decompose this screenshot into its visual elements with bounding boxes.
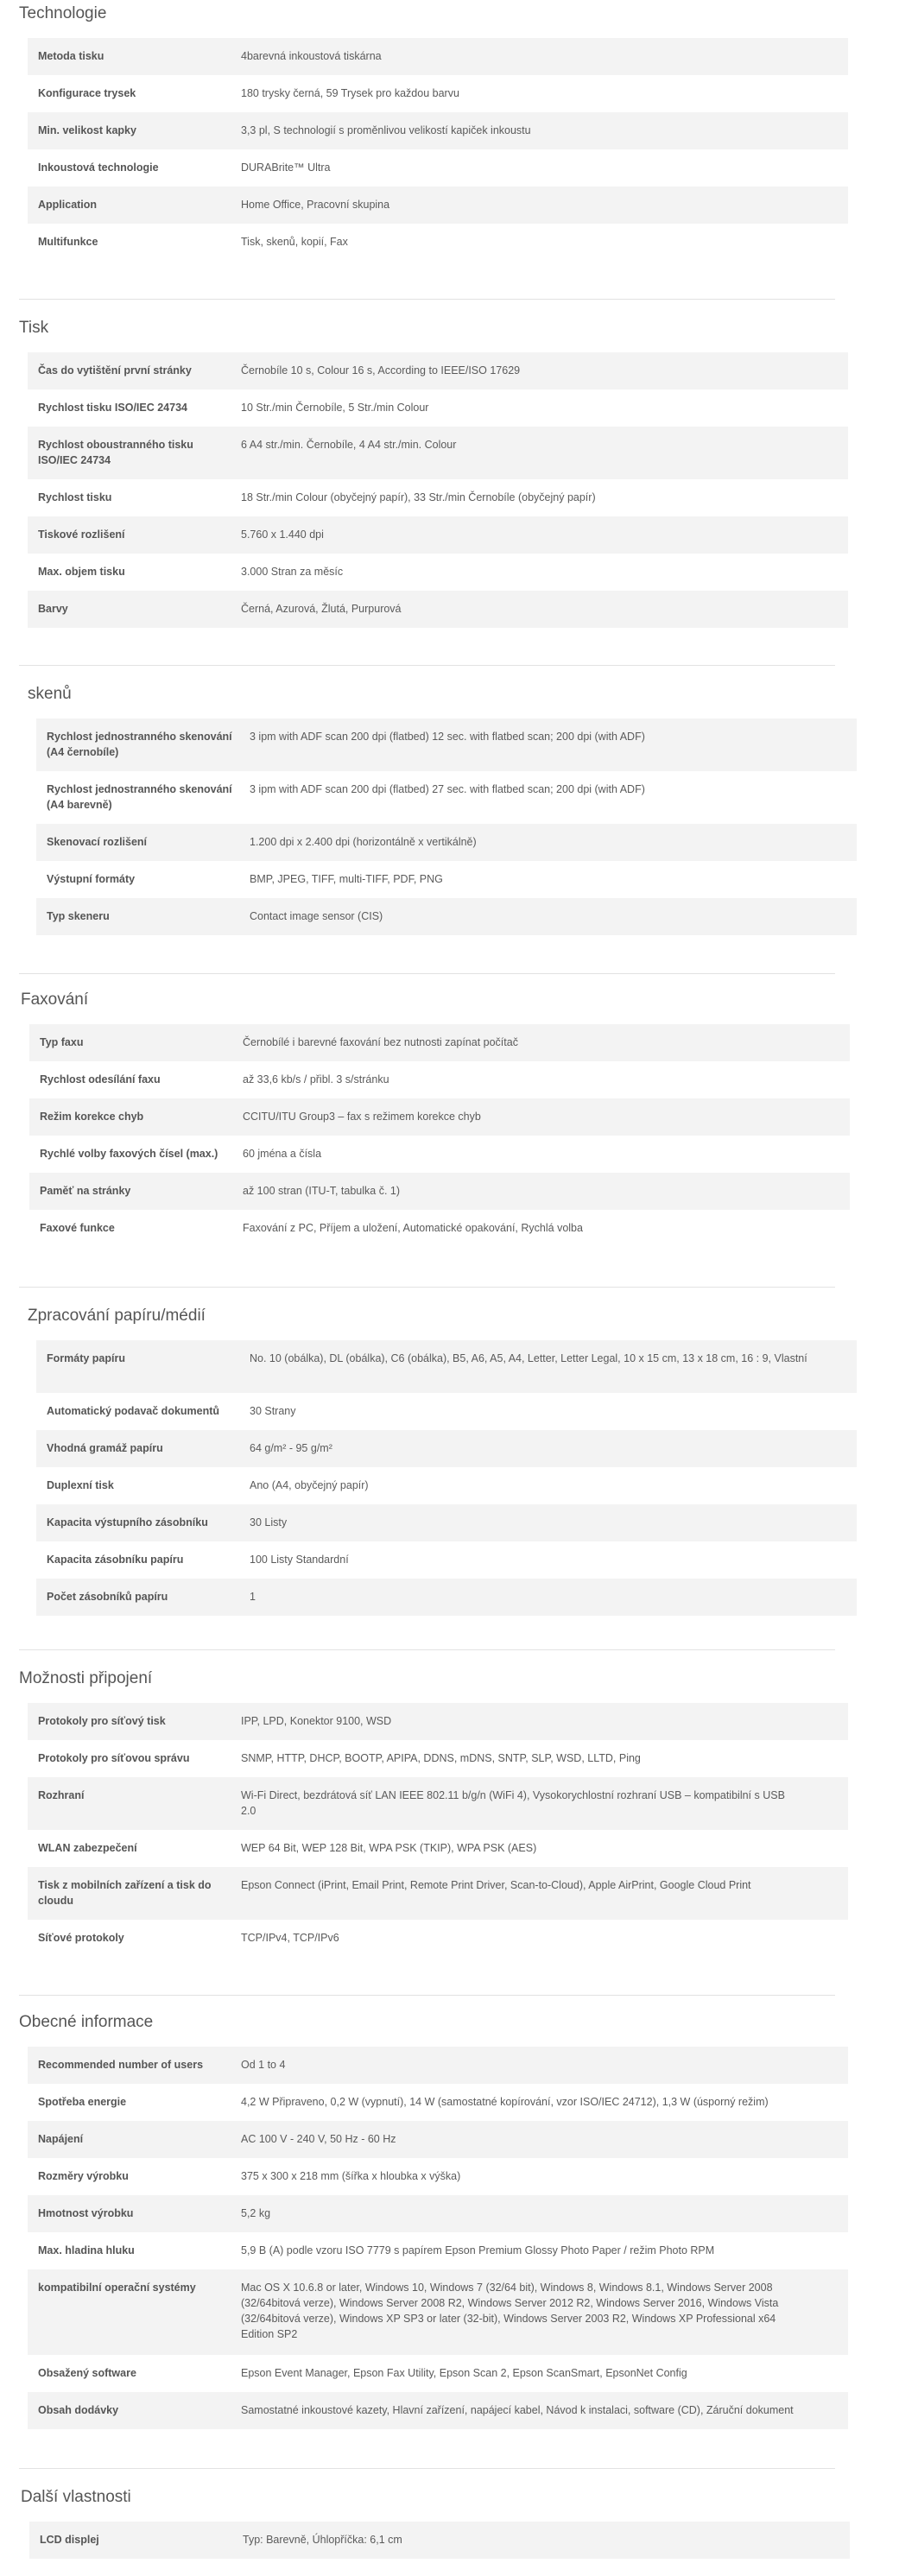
row-value: 64 g/m² - 95 g/m² [250, 1442, 332, 1454]
section-tisk [19, 314, 848, 628]
row-value: 10 Str./min Černobíle, 5 Str./min Colour [241, 402, 429, 414]
section-moznosti-pripojeni [19, 1665, 848, 1957]
row-value: Contact image sensor (CIS) [250, 910, 383, 922]
row-label: Recommended number of users [38, 2059, 204, 2071]
row-label: Paměť na stránky [40, 1185, 131, 1197]
table-row [36, 824, 857, 861]
section-title: Technologie [19, 4, 107, 22]
table-row [36, 1340, 857, 1393]
row-label: Max. hladina hluku [38, 2244, 135, 2256]
table-row [28, 2158, 848, 2195]
section-title: Zpracování papíru/médií [28, 1307, 206, 1325]
table-row [28, 2195, 848, 2232]
row-value: 3.000 Stran za měsíc [241, 566, 344, 578]
table-row [28, 2084, 848, 2121]
row-label: Duplexní tisk [47, 1479, 114, 1491]
section-divider [19, 2468, 835, 2469]
table-row [29, 1098, 850, 1136]
table-row [36, 771, 857, 824]
table-row [28, 479, 848, 516]
row-value: 180 trysky černá, 59 Trysek pro každou barvu [241, 87, 459, 99]
row-value: 3,3 pl, S technologií s proměnlivou velikostí kapiček inkoustu [241, 124, 531, 136]
row-label: Metoda tisku [38, 50, 104, 62]
section-dalsi-vlastnosti [21, 2484, 850, 2559]
row-label: Rozhraní [38, 1789, 85, 1801]
row-value: 100 Listy Standardní [250, 1554, 349, 1566]
row-label: Protokoly pro síťový tisk [38, 1715, 166, 1727]
table-row [28, 2047, 848, 2084]
row-label: Hmotnost výrobku [38, 2207, 134, 2219]
section-divider [19, 1287, 835, 1288]
row-label: Spotřeba energie [38, 2096, 127, 2108]
section-title: Další vlastnosti [21, 2488, 131, 2506]
spec-table [29, 1024, 850, 1247]
table-row [28, 1920, 848, 1957]
row-value: BMP, JPEG, TIFF, multi-TIFF, PDF, PNG [250, 873, 443, 885]
row-value: Tisk, skenů, kopií, Fax [241, 236, 348, 248]
row-value: Od 1 to 4 [241, 2059, 286, 2071]
row-label: Kapacita výstupního zásobníku [47, 1516, 208, 1529]
row-value: 5.760 x 1.440 dpi [241, 528, 324, 541]
row-value: Ano (A4, obyčejný papír) [250, 1479, 369, 1491]
table-row [28, 516, 848, 554]
table-row [29, 1024, 850, 1061]
row-label: Počet zásobníků papíru [47, 1591, 168, 1603]
row-value: až 33,6 kb/s / přibl. 3 s/stránku [243, 1073, 389, 1085]
section-title: Obecné informace [19, 2013, 154, 2031]
section-divider [19, 973, 835, 974]
row-label: Rychlost jednostranného skenování (A4 barevně) [47, 783, 232, 811]
section-skeny [28, 680, 857, 935]
row-label: Rychlost odesílání faxu [40, 1073, 161, 1085]
row-label: Čas do vytištění první stránky [38, 364, 192, 377]
row-value: 30 Strany [250, 1405, 296, 1417]
table-row [28, 1867, 848, 1920]
table-row [28, 389, 848, 427]
section-divider [19, 1995, 835, 1996]
row-value: 30 Listy [250, 1516, 288, 1529]
row-value: Samostatné inkoustové kazety, Hlavní zařízení, napájecí kabel, Návod k instalaci, software (CD), Záruční dokument [241, 2404, 794, 2416]
row-label: Tisk z mobilních zařízení a tisk do cloudu [38, 1879, 212, 1907]
row-label: Tiskové rozlišení [38, 528, 125, 541]
row-value: Epson Event Manager, Epson Fax Utility, Epson Scan 2, Epson ScanSmart, EpsonNet Config [241, 2367, 687, 2379]
section-title: Tisk [19, 319, 49, 337]
section-obecne-informace [19, 2009, 848, 2429]
row-value: WEP 64 Bit, WEP 128 Bit, WPA PSK (TKIP), WPA PSK (AES) [241, 1842, 537, 1854]
table-row [36, 898, 857, 935]
row-value: AC 100 V - 240 V, 50 Hz - 60 Hz [241, 2133, 396, 2145]
row-label: Typ faxu [40, 1036, 84, 1048]
row-value: 6 A4 str./min. Černobíle, 4 A4 str./min. Colour [241, 439, 457, 451]
table-row [28, 2269, 848, 2355]
table-row [28, 352, 848, 389]
row-value: Wi-Fi Direct, bezdrátová síť LAN IEEE 802.11 b/g/n (WiFi 4), Vysokorychlostní rozhraní USB – kompatibilní s USB 2.0 [241, 1789, 785, 1817]
section-technologie [19, 0, 848, 261]
row-label: Rychlost oboustranného tisku ISO/IEC 24734 [38, 439, 193, 466]
section-divider [19, 1649, 835, 1650]
table-row [36, 1467, 857, 1504]
row-value: Home Office, Pracovní skupina [241, 199, 390, 211]
row-value: Černobíle 10 s, Colour 16 s, According to IEEE/ISO 17629 [241, 364, 521, 377]
table-row [29, 1061, 850, 1098]
row-label: Síťové protokoly [38, 1932, 124, 1944]
table-row [28, 554, 848, 591]
row-value: 3 ipm with ADF scan 200 dpi (flatbed) 27 sec. with flatbed scan; 200 dpi (with ADF) [250, 783, 645, 795]
row-label: Protokoly pro síťovou správu [38, 1752, 190, 1764]
row-value: Černá, Azurová, Žlutá, Purpurová [241, 603, 402, 615]
row-label: Rozměry výrobku [38, 2170, 129, 2182]
row-label: Režim korekce chyb [40, 1111, 144, 1123]
table-row [29, 1210, 850, 1247]
table-row [28, 2121, 848, 2158]
row-value: IPP, LPD, Konektor 9100, WSD [241, 1715, 392, 1727]
row-label: Max. objem tisku [38, 566, 125, 578]
row-value: TCP/IPv4, TCP/IPv6 [241, 1932, 339, 1944]
row-label: Obsažený software [38, 2367, 136, 2379]
table-row [28, 75, 848, 112]
table-row [28, 224, 848, 261]
row-label: Vhodná gramáž papíru [47, 1442, 163, 1454]
table-row [28, 1830, 848, 1867]
table-row [28, 149, 848, 187]
row-label: Skenovací rozlišení [47, 836, 148, 848]
table-row [36, 861, 857, 898]
row-label: Formáty papíru [47, 1352, 125, 1364]
spec-table [28, 2047, 848, 2429]
row-label: Napájení [38, 2133, 84, 2145]
row-label: Obsah dodávky [38, 2404, 119, 2416]
table-row [28, 427, 848, 479]
row-value: 1.200 dpi x 2.400 dpi (horizontálně x vertikálně) [250, 836, 477, 848]
table-row [28, 187, 848, 224]
table-row [36, 1504, 857, 1541]
row-value: 4,2 W Připraveno, 0,2 W (vypnutí), 14 W (samostatné kopírování, vzor ISO/IEC 24712), 1,3 W (úsporný režim) [241, 2096, 769, 2108]
table-row [28, 1777, 848, 1830]
table-row [28, 2392, 848, 2429]
row-label: Kapacita zásobníku papíru [47, 1554, 184, 1566]
table-row [29, 2522, 850, 2559]
row-value: SNMP, HTTP, DHCP, BOOTP, APIPA, DDNS, mDNS, SNTP, SLP, WSD, LLTD, Ping [241, 1752, 641, 1764]
row-label: Barvy [38, 603, 68, 615]
section-zpracovani-papiru [28, 1302, 857, 1616]
row-value: 60 jména a čísla [243, 1148, 322, 1160]
row-value: 375 x 300 x 218 mm (šířka x hloubka x výška) [241, 2170, 461, 2182]
table-row [28, 2355, 848, 2392]
row-value: až 100 stran (ITU-T, tabulka č. 1) [243, 1185, 401, 1197]
row-value: Faxování z PC, Příjem a uložení, Automatické opakování, Rychlá volba [243, 1222, 583, 1234]
table-row [28, 2232, 848, 2269]
row-value: 18 Str./min Colour (obyčejný papír), 33 Str./min Černobíle (obyčejný papír) [241, 491, 596, 503]
table-row [28, 1703, 848, 1740]
row-value: CCITU/ITU Group3 – fax s režimem korekce chyb [243, 1111, 481, 1123]
section-title: skenů [28, 685, 72, 703]
table-row [36, 1579, 857, 1616]
table-row [28, 112, 848, 149]
section-divider [19, 665, 835, 666]
row-value: No. 10 (obálka), DL (obálka), C6 (obálka), B5, A6, A5, A4, Letter, Letter Legal, 10 x 15 cm, 13 x 18 cm, 16 : 9, Vlastní [250, 1352, 807, 1364]
row-value: 4barevná inkoustová tiskárna [241, 50, 382, 62]
row-value: 3 ipm with ADF scan 200 dpi (flatbed) 12 sec. with flatbed scan; 200 dpi (with ADF) [250, 731, 645, 743]
row-value: DURABrite™ Ultra [241, 161, 331, 174]
row-value: 1 [250, 1591, 256, 1603]
table-row [29, 1173, 850, 1210]
row-label: Výstupní formáty [47, 873, 136, 885]
spec-table [28, 38, 848, 261]
table-row [28, 591, 848, 628]
spec-table [29, 2522, 850, 2559]
spec-table [36, 718, 857, 935]
spec-table [36, 1340, 857, 1616]
row-label: Konfigurace trysek [38, 87, 136, 99]
row-label: WLAN zabezpečení [38, 1842, 137, 1854]
spec-table [28, 1703, 848, 1957]
row-label: Faxové funkce [40, 1222, 115, 1234]
table-row [36, 1541, 857, 1579]
row-value: Typ: Barevně, Úhlopříčka: 6,1 cm [243, 2534, 402, 2546]
row-label: Min. velikost kapky [38, 124, 136, 136]
row-value: Epson Connect (iPrint, Email Print, Remote Print Driver, Scan-to-Cloud), Apple AirPrint, Google Cloud Print [241, 1879, 751, 1891]
table-row [36, 1430, 857, 1467]
row-label: Rychlost tisku ISO/IEC 24734 [38, 402, 187, 414]
row-value: Černobílé i barevné faxování bez nutnosti zapínat počítač [243, 1036, 518, 1048]
row-label: Rychlé volby faxových čísel (max.) [40, 1148, 218, 1160]
row-label: Rychlost jednostranného skenování (A4 černobíle) [47, 731, 232, 758]
row-label: Automatický podavač dokumentů [47, 1405, 220, 1417]
row-label: Application [38, 199, 98, 211]
table-row [36, 1393, 857, 1430]
row-label: LCD displej [40, 2534, 99, 2546]
row-value: 5,9 B (A) podle vzoru ISO 7779 s papírem Epson Premium Glossy Photo Paper / režim Photo RPM [241, 2244, 715, 2256]
spec-table [28, 352, 848, 628]
row-label: Rychlost tisku [38, 491, 112, 503]
section-title: Možnosti připojení [19, 1669, 153, 1687]
table-row [36, 718, 857, 771]
section-divider [19, 299, 835, 300]
row-label: kompatibilní operační systémy [38, 2282, 196, 2294]
row-value: Mac OS X 10.6.8 or later, Windows 10, Windows 7 (32/64 bit), Windows 8, Windows 8.1, Windows Server 2008 (32/64bitová verze), Windows Server 2008 R2, Windows Server 2012 R2, Windows Server 2016, Windows Vista (32/64bitová verze), Windows XP SP3 or later (32-bit), Windows Server 2003 R2, Windows XP Professional x64 Edition SP2 [241, 2282, 779, 2340]
table-row [28, 1740, 848, 1777]
row-label: Multifunkce [38, 236, 98, 248]
table-row [29, 1136, 850, 1173]
row-label: Typ skeneru [47, 910, 110, 922]
section-faxovani [21, 986, 850, 1247]
row-label: Inkoustová technologie [38, 161, 159, 174]
section-title: Faxování [21, 991, 89, 1009]
table-row [28, 38, 848, 75]
row-value: 5,2 kg [241, 2207, 271, 2219]
